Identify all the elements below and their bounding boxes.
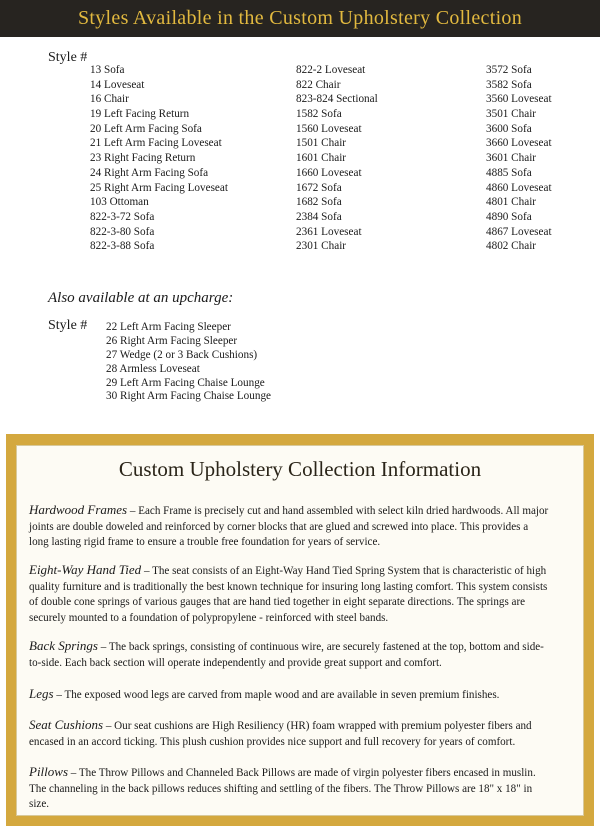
style-item: 24 Right Arm Facing Sofa [90, 166, 209, 179]
style-item: 3582 Sofa [486, 78, 532, 91]
style-item: 3601 Chair [486, 152, 537, 165]
style-item: 822-3-72 Sofa [90, 210, 155, 223]
style-item: 1672 Sofa [296, 181, 342, 194]
info-panel [16, 445, 584, 816]
paragraph-term: Pillows [29, 764, 69, 779]
style-item: 3660 Loveseat [486, 137, 552, 150]
info-paragraph-legs [29, 686, 549, 704]
style-item: 23 Right Facing Return [90, 152, 196, 165]
style-item: 4860 Loveseat [486, 181, 552, 194]
upcharge-heading: Also available at an upcharge: [48, 290, 234, 306]
style-item: 1582 Sofa [296, 108, 342, 121]
style-item: 21 Left Arm Facing Loveseat [90, 137, 222, 150]
paragraph-term: Back Springs [29, 638, 98, 653]
style-item: 1601 Chair [296, 152, 347, 165]
upcharge-item: 30 Right Arm Facing Chaise Lounge [106, 390, 271, 403]
style-item: 19 Left Facing Return [90, 108, 190, 121]
style-item: 822-3-80 Sofa [90, 225, 155, 238]
style-item: 822-2 Loveseat [296, 64, 366, 76]
paragraph-text: – The Throw Pillows and Channeled Back Pillows are made of virgin polyester fibers encased in muslin. The channeling in the back pillows reduces shifting and settling of the fibers. The Throw Pillows are 18" x 18" in size. [29, 767, 536, 810]
style-item: 822-3-88 Sofa [90, 240, 155, 253]
upcharge-style-label: Style # [48, 318, 88, 333]
upcharge-item: 29 Left Arm Facing Chaise Lounge [106, 376, 265, 389]
upcharge-item: 22 Left Arm Facing Sleeper [106, 321, 231, 333]
style-item: 13 Sofa [90, 64, 125, 76]
paragraph-text: – The back springs, consisting of continuous wire, are securely fastened at the top, bottom and side-to-side. Each back section will operate independently and provide great support and comfort. [29, 641, 544, 669]
info-paragraph-hand-tied [29, 562, 549, 626]
style-item: 2361 Loveseat [296, 225, 362, 238]
style-item: 1682 Sofa [296, 196, 342, 209]
paragraph-text: – Our seat cushions are High Resiliency (HR) foam wrapped with premium polyester fibers and encased in an accord ticking. This plush cushion provides nice support and full recovery for years of comfort. [29, 720, 532, 748]
style-item: 4802 Chair [486, 240, 537, 253]
style-item: 3572 Sofa [486, 64, 532, 76]
info-paragraph-pillows [29, 764, 549, 813]
info-paragraph-back-springs [29, 638, 549, 671]
style-item: 4867 Loveseat [486, 225, 552, 238]
style-item: 103 Ottoman [90, 196, 149, 209]
upcharge-list [106, 321, 271, 404]
style-item: 16 Chair [90, 93, 129, 106]
style-item: 2301 Chair [296, 240, 347, 253]
style-item: 20 Left Arm Facing Sofa [90, 122, 202, 135]
paragraph-text: – The seat consists of an Eight-Way Hand Tied Spring System that is characteristic of high quality furniture and is traditionally the best known technique for insuring long lasting comfort. This system consists of double cone springs of various gauges that are hand tied together in eight separate directions. The springs are securely mounted to a foundation of polypropylene - reinforced with steel bands. [29, 565, 548, 624]
paragraph-term: Legs [29, 686, 54, 701]
info-title: Custom Upholstery Collection Information [118, 457, 482, 481]
info-paragraph-seat-cushions [29, 717, 549, 750]
styles-column-1 [90, 63, 228, 254]
header-band [0, 0, 600, 37]
style-item: 3600 Sofa [486, 122, 532, 135]
paragraph-term: Seat Cushions [29, 717, 104, 732]
style-item: 3560 Loveseat [486, 93, 552, 106]
style-item: 1560 Loveseat [296, 122, 362, 135]
upcharge-item: 26 Right Arm Facing Sleeper [106, 334, 238, 347]
upcharge-item: 28 Armless Loveseat [106, 362, 200, 375]
style-number-label: Style # [48, 50, 88, 65]
style-item: 25 Right Arm Facing Loveseat [90, 181, 228, 194]
paragraph-text: – Each Frame is precisely cut and hand assembled with select kiln dried hardwoods. All major joints are double doweled and reinforced by corner blocks that are glued and screwed into place. This provides a long lasting rigid frame to ensure a trouble free foundation for years of service. [29, 505, 549, 548]
paragraph-term: Eight-Way Hand Tied [29, 562, 142, 577]
style-item: 822 Chair [296, 78, 341, 91]
style-item: 4890 Sofa [486, 210, 532, 223]
styles-column-3 [486, 63, 552, 254]
paragraph-term: Hardwood Frames [29, 502, 128, 517]
page-title: Styles Available in the Custom Upholstery Collection [77, 7, 523, 29]
paragraph-text: – The exposed wood legs are carved from maple wood and are available in seven premium finishes. [53, 689, 500, 701]
style-item: 4801 Chair [486, 196, 537, 209]
style-item: 3501 Chair [486, 108, 537, 121]
style-item: 1501 Chair [296, 137, 347, 150]
style-item: 4885 Sofa [486, 166, 532, 179]
styles-column-2 [296, 63, 378, 254]
style-item: 14 Loveseat [90, 78, 145, 91]
info-paragraph-frames [29, 502, 549, 551]
style-item: 823-824 Sectional [296, 93, 378, 106]
style-item: 2384 Sofa [296, 210, 342, 223]
upcharge-item: 27 Wedge (2 or 3 Back Cushions) [106, 348, 258, 361]
style-item: 1660 Loveseat [296, 166, 362, 179]
